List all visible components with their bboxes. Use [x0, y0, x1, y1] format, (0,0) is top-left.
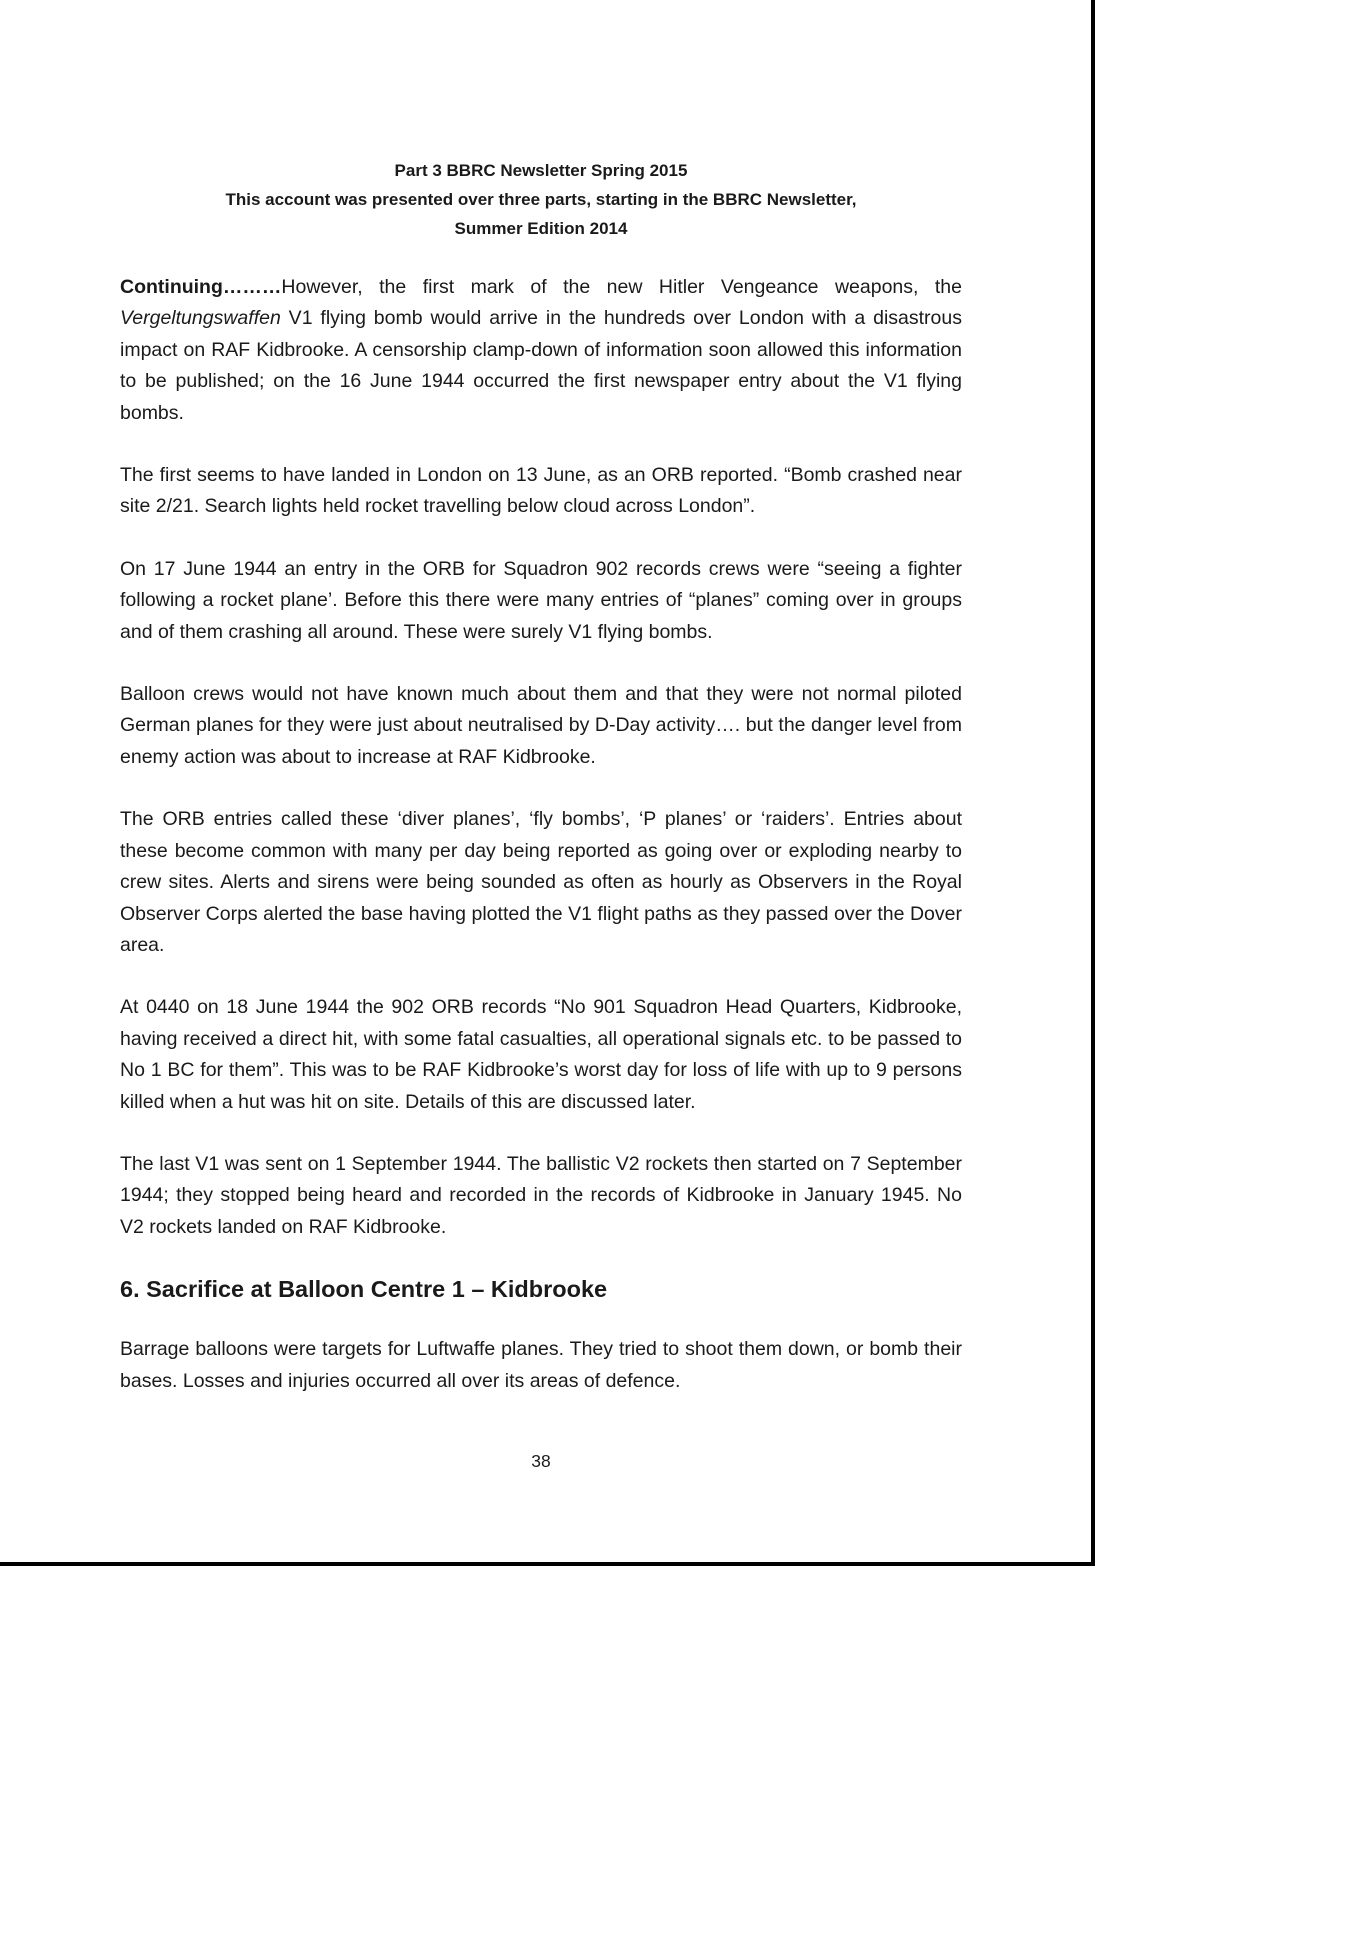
paragraph-barrage-balloons: Barrage balloons were targets for Luftwaffe planes. They tried to shoot them down, or bomb their bases. Losses and injuries occurred all over its areas of defence.: [120, 1338, 962, 1392]
paragraph-lead: Continuing………: [120, 276, 282, 298]
section-heading: 6. Sacrifice at Balloon Centre 1 – Kidbrooke: [120, 1276, 608, 1303]
header-title: Part 3 BBRC Newsletter Spring 2015: [394, 161, 688, 180]
italic-term: Vergeltungswaffen: [120, 307, 281, 330]
page-border-bottom: [0, 1562, 1095, 1566]
page-border-right: [1091, 0, 1095, 1566]
paragraph-text: However, the first mark of the new Hitler Vengeance weapons, the: [281, 276, 962, 298]
paragraph-first-landing: The first seems to have landed in London on 13 June, as an ORB reported. “Bomb crashed near site 2/21. Search lights held rocket travelling below cloud across London”.: [120, 464, 962, 518]
document-header: [120, 156, 962, 243]
header-edition: Summer Edition 2014: [454, 219, 628, 238]
paragraph-last-v1: The last V1 was sent on 1 September 1944. The ballistic V2 rockets then started on 7 September 1944; they stopped being heard and recorded in the records of Kidbrooke in January 1945. No V2 rockets landed on RAF Kidbrooke.: [120, 1152, 962, 1238]
paragraph-continuing: [120, 272, 962, 429]
document-body: [120, 272, 962, 1428]
paragraph-balloon-crews: Balloon crews would not have known much about them and that they were not normal piloted German planes for they were just about neutralised by D-Day activity…. but the danger level from enemy action was about to increase at RAF Kidbrooke.: [120, 683, 962, 768]
paragraph-squadron-902: On 17 June 1944 an entry in the ORB for Squadron 902 records crews were “seeing a fighter following a rocket plane’. Before this there were many entries of “planes” coming over in groups and of them crashing all around. These were surely V1 flying bombs.: [120, 557, 962, 643]
paragraph-text: V1 flying bomb would arrive in the hundreds over London with a disastrous impact on RAF Kidbrooke. A censorship clamp-down of information soon allowed this information to be published; on the 16 June 1944 occurred the first newspaper entry about the V1 flying bombs.: [120, 307, 962, 424]
header-subtitle: This account was presented over three parts, starting in the BBRC Newsletter,: [225, 190, 857, 209]
paragraph-orb-entries: The ORB entries called these ‘diver planes’, ‘fly bombs’, ‘P planes’ or ‘raiders’. Entries about these become common with many per day being reported as going over or exploding nearby to crew sites. Alerts and sirens were being sounded as often as hourly as Observers in the Royal Observer Corps alerted the base having plotted the V1 flight paths as they passed over the Dover area.: [120, 808, 962, 956]
page-number: 38: [531, 1451, 551, 1471]
paragraph-direct-hit: At 0440 on 18 June 1944 the 902 ORB records “No 901 Squadron Head Quarters, Kidbrooke, having received a direct hit, with some fatal casualties, all operational signals etc. to be passed to No 1 BC for them”. This was to be RAF Kidbrooke’s worst day for loss of life with up to 9 persons killed when a hut was hit on site. Details of this are discussed later.: [120, 996, 962, 1113]
